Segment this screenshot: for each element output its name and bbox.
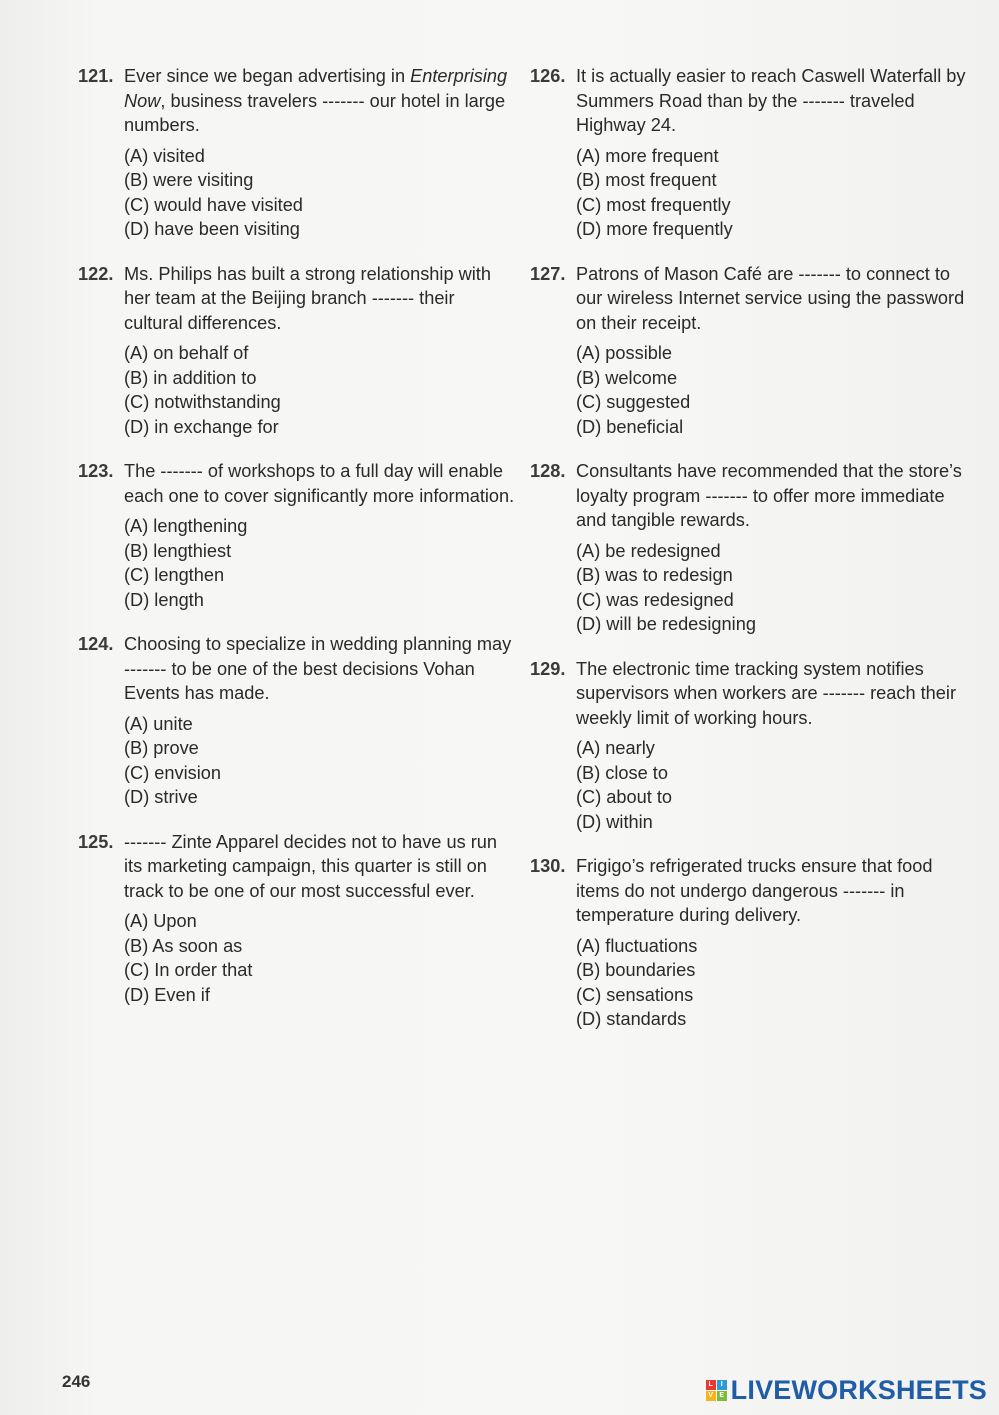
answer-options (576, 934, 970, 1032)
question-stem: Frigigo’s refrigerated trucks ensure that food items do not undergo dangerous ------- in temperature during delivery. (576, 856, 933, 925)
option-b[interactable]: (B) in addition to (124, 367, 257, 388)
question-125 (78, 830, 518, 1008)
option-b[interactable]: (B) was to redesign (576, 565, 733, 585)
right-column (530, 64, 970, 1029)
option-d[interactable]: (D) length (124, 589, 204, 610)
page-number: 246 (62, 1372, 91, 1391)
option-d[interactable]: (D) have been visiting (124, 219, 300, 239)
option-a[interactable]: (A) lengthening (124, 516, 248, 536)
question-stem: Choosing to specialize in wedding planning may ------- to be one of the best decisions Vohan Events has made. (124, 634, 512, 703)
question-number: 123. (78, 461, 114, 481)
question-121 (78, 64, 518, 242)
option-a[interactable]: (A) fluctuations (576, 935, 698, 956)
question-128 (530, 459, 970, 637)
option-c[interactable]: (C) lengthen (124, 565, 225, 585)
option-b[interactable]: (B) close to (576, 762, 668, 783)
question-130 (530, 854, 970, 1032)
question-number: 128. (530, 461, 566, 481)
answer-options (124, 514, 518, 612)
answer-options (124, 712, 518, 810)
question-number: 130. (530, 856, 566, 876)
question-number: 121. (78, 66, 114, 86)
answer-options (124, 341, 518, 439)
question-stem: Ever since we began advertising in Enterprising Now, business travelers ------- our hotel in large numbers. (124, 66, 508, 135)
option-a[interactable]: (A) Upon (124, 911, 197, 931)
option-d[interactable]: (D) standards (576, 1009, 687, 1029)
answer-options (576, 144, 970, 242)
option-d[interactable]: (D) strive (124, 787, 198, 807)
option-b[interactable]: (B) were visiting (124, 170, 254, 190)
question-123 (78, 459, 518, 612)
question-stem: ------- Zinte Apparel decides not to have us run its marketing campaign, this quarter is still on track to be one of our most successful ever. (124, 831, 498, 901)
answer-options (576, 341, 970, 439)
question-number: 129. (530, 658, 566, 679)
option-b[interactable]: (B) most frequent (576, 170, 717, 190)
question-stem: Patrons of Mason Café are ------- to connect to our wireless Internet service using the password on their receipt. (576, 263, 965, 333)
option-b[interactable]: (B) lengthiest (124, 540, 232, 561)
option-c[interactable]: (C) sensations (576, 984, 694, 1005)
answer-options (124, 144, 518, 242)
question-stem: Consultants have recommended that the store’s loyalty program ------- to offer more immediate and tangible rewards. (576, 461, 962, 530)
option-a[interactable]: (A) on behalf of (124, 343, 249, 363)
option-a[interactable]: (A) be redesigned (576, 540, 721, 561)
option-d[interactable]: (D) beneficial (576, 416, 684, 437)
option-c[interactable]: (C) most frequently (576, 194, 731, 215)
option-c[interactable]: (C) suggested (576, 392, 691, 412)
option-d[interactable]: (D) will be redesigning (576, 614, 756, 634)
option-d[interactable]: (D) within (576, 811, 653, 832)
option-a[interactable]: (A) possible (576, 343, 673, 363)
question-number: 127. (530, 263, 566, 284)
question-127 (530, 262, 970, 440)
option-c[interactable]: (C) notwithstanding (124, 392, 281, 412)
answer-options (576, 736, 970, 834)
answer-options (576, 539, 970, 637)
liveworksheets-logo-icon: L I V E (706, 1380, 727, 1401)
option-d[interactable]: (D) Even if (124, 984, 210, 1005)
question-129 (530, 657, 970, 835)
option-a[interactable]: (A) more frequent (576, 145, 719, 166)
option-c[interactable]: (C) about to (576, 787, 673, 807)
option-a[interactable]: (A) unite (124, 713, 193, 734)
left-column (78, 64, 518, 1005)
option-b[interactable]: (B) welcome (576, 367, 678, 388)
answer-options (124, 909, 518, 1007)
question-number: 122. (78, 263, 114, 284)
option-b[interactable]: (B) As soon as (124, 935, 243, 956)
option-d[interactable]: (D) more frequently (576, 219, 733, 239)
option-a[interactable]: (A) visited (124, 145, 205, 166)
option-c[interactable]: (C) would have visited (124, 194, 303, 215)
brand-name: LIVEWORKSHEETS (730, 1375, 987, 1405)
question-stem: The ------- of workshops to a full day will enable each one to cover significantly more information. (124, 461, 515, 506)
option-c[interactable]: (C) envision (124, 762, 222, 783)
option-d[interactable]: (D) in exchange for (124, 416, 279, 437)
option-c[interactable]: (C) was redesigned (576, 589, 734, 610)
question-stem: The electronic time tracking system notifies supervisors when workers are ------- reach their weekly limit of working hours. (576, 658, 957, 728)
question-number: 126. (530, 66, 566, 86)
liveworksheets-brand[interactable] (706, 1375, 987, 1406)
option-a[interactable]: (A) nearly (576, 738, 655, 758)
option-c[interactable]: (C) In order that (124, 960, 253, 980)
question-124 (78, 632, 518, 810)
option-b[interactable]: (B) prove (124, 738, 199, 758)
question-122 (78, 262, 518, 440)
question-stem: Ms. Philips has built a strong relationship with her team at the Beijing branch ------- their cultural differences. (124, 263, 491, 333)
question-126 (530, 64, 970, 242)
question-number: 124. (78, 634, 114, 654)
question-stem: It is actually easier to reach Caswell Waterfall by Summers Road than by the ------- traveled Highway 24. (576, 66, 966, 135)
option-b[interactable]: (B) boundaries (576, 960, 696, 980)
question-number: 125. (78, 831, 114, 852)
